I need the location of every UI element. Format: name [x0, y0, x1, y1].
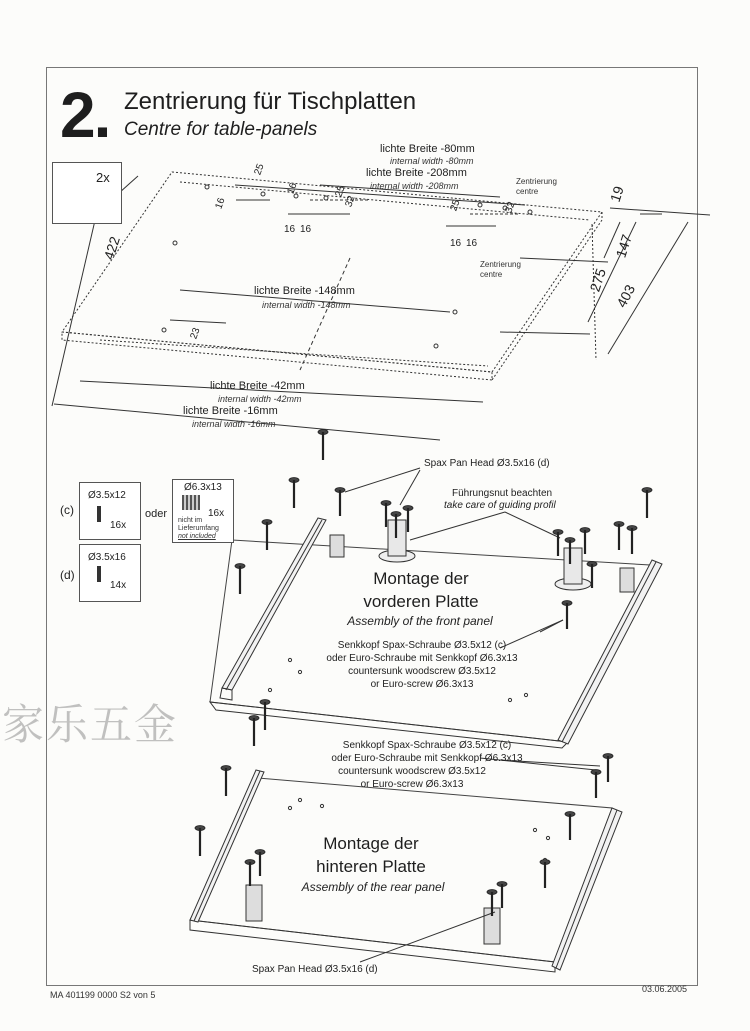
- width-16-sub: internal width -16mm: [192, 419, 276, 429]
- screw-c-label: (c): [60, 503, 74, 517]
- centre-sub-2: centre: [480, 270, 503, 279]
- width-16-label: lichte Breite -16mm: [183, 405, 278, 417]
- rear-screw-de-1: Senkkopf Spax-Schraube Ø3.5x12 (c): [342, 740, 512, 751]
- dim-16-d: 16: [300, 224, 312, 235]
- dim-16-e: 16: [450, 238, 462, 249]
- dim-25-a: 25: [252, 162, 267, 177]
- dim-25-c: 25: [448, 198, 463, 213]
- dim-32-a: 32: [343, 194, 358, 209]
- dim-147: 147: [612, 232, 635, 260]
- title-english: Centre for table-panels: [124, 119, 318, 140]
- screw-d-icon: [97, 566, 101, 582]
- rear-title-de-1: Montage der: [323, 834, 419, 853]
- centre-label-2: Zentrierung: [480, 260, 521, 269]
- dim-16-c: 16: [284, 224, 296, 235]
- screw-d-label: (d): [60, 568, 75, 582]
- width-80-label: lichte Breite -80mm: [380, 143, 475, 155]
- rear-spax-pan-label: Spax Pan Head Ø3.5x16 (d): [252, 964, 378, 975]
- or-label: oder: [145, 508, 168, 520]
- rear-screw-en-2: or Euro-screw Ø6.3x13: [360, 779, 464, 790]
- euro-screw-size: Ø6.3x13: [184, 482, 222, 493]
- width-42-sub: internal width -42mm: [218, 394, 302, 404]
- dim-32-b: 32: [503, 200, 518, 215]
- width-208-sub: internal width -208mm: [370, 181, 459, 191]
- dim-422: 422: [100, 234, 123, 262]
- dim-16-b: 16: [285, 181, 300, 196]
- euro-note-2: Lieferumfang: [178, 525, 219, 532]
- rear-screw-en-1: countersunk woodscrew Ø3.5x12: [338, 766, 486, 777]
- front-screw-en-2: or Euro-screw Ø6.3x13: [370, 679, 474, 690]
- rear-screw-de-2: oder Euro-Schraube mit Senkkopf Ø6.3x13: [331, 753, 523, 764]
- dim-16-f: 16: [466, 238, 478, 249]
- dim-275: 275: [586, 266, 609, 294]
- watermark-text: 家乐五金: [2, 700, 179, 749]
- dim-23: 23: [188, 326, 203, 341]
- screw-c-icon: [97, 506, 101, 522]
- front-title-de-1: Montage der: [373, 569, 469, 588]
- dim-19: 19: [606, 184, 627, 204]
- guide-label-de: Führungsnut beachten: [452, 488, 553, 499]
- guide-label-en: take care of guiding profil: [444, 500, 556, 511]
- centre-sub-1: centre: [516, 187, 539, 196]
- width-42-label: lichte Breite -42mm: [210, 380, 305, 392]
- dim-25-b: 25: [333, 184, 348, 199]
- front-screw-en-1: countersunk woodscrew Ø3.5x12: [348, 666, 496, 677]
- rear-title-en: Assembly of the rear panel: [301, 880, 445, 894]
- centre-label-1: Zentrierung: [516, 177, 557, 186]
- step-number: 2.: [60, 79, 110, 151]
- front-title-en: Assembly of the front panel: [347, 614, 493, 628]
- width-148-label: lichte Breite -148mm: [254, 285, 355, 297]
- screw-c-qty: 16x: [110, 520, 127, 531]
- quantity-box: [52, 162, 122, 224]
- title-german: Zentrierung für Tischplatten: [124, 88, 417, 115]
- screw-c-size: Ø3.5x12: [88, 490, 126, 501]
- screw-d-size: Ø3.5x16: [88, 552, 126, 563]
- euro-note-3: not included: [178, 533, 216, 540]
- rear-title-de-2: hinteren Platte: [316, 857, 426, 876]
- width-80-sub: internal width -80mm: [390, 156, 474, 166]
- front-screw-de-2: oder Euro-Schraube mit Senkkopf Ø6.3x13: [326, 653, 518, 664]
- euro-screw-icon: [182, 495, 200, 510]
- footer-doc-number: MA 401199 0000 S2 von 5: [50, 990, 156, 1000]
- front-spax-pan-label: Spax Pan Head Ø3.5x16 (d): [424, 458, 550, 469]
- front-screw-de-1: Senkkopf Spax-Schraube Ø3.5x12 (c): [337, 640, 507, 651]
- euro-note-1: nicht im: [178, 517, 203, 524]
- quantity-label: 2x: [96, 170, 110, 185]
- width-208-label: lichte Breite -208mm: [366, 167, 467, 179]
- dim-403: 403: [613, 281, 639, 311]
- screw-d-qty: 14x: [110, 580, 127, 591]
- footer-date: 03.06.2005: [642, 984, 688, 994]
- front-title-de-2: vorderen Platte: [363, 592, 479, 611]
- width-148-sub: internal width -148mm: [262, 300, 351, 310]
- euro-screw-qty: 16x: [208, 508, 225, 519]
- dim-16-a: 16: [213, 196, 228, 211]
